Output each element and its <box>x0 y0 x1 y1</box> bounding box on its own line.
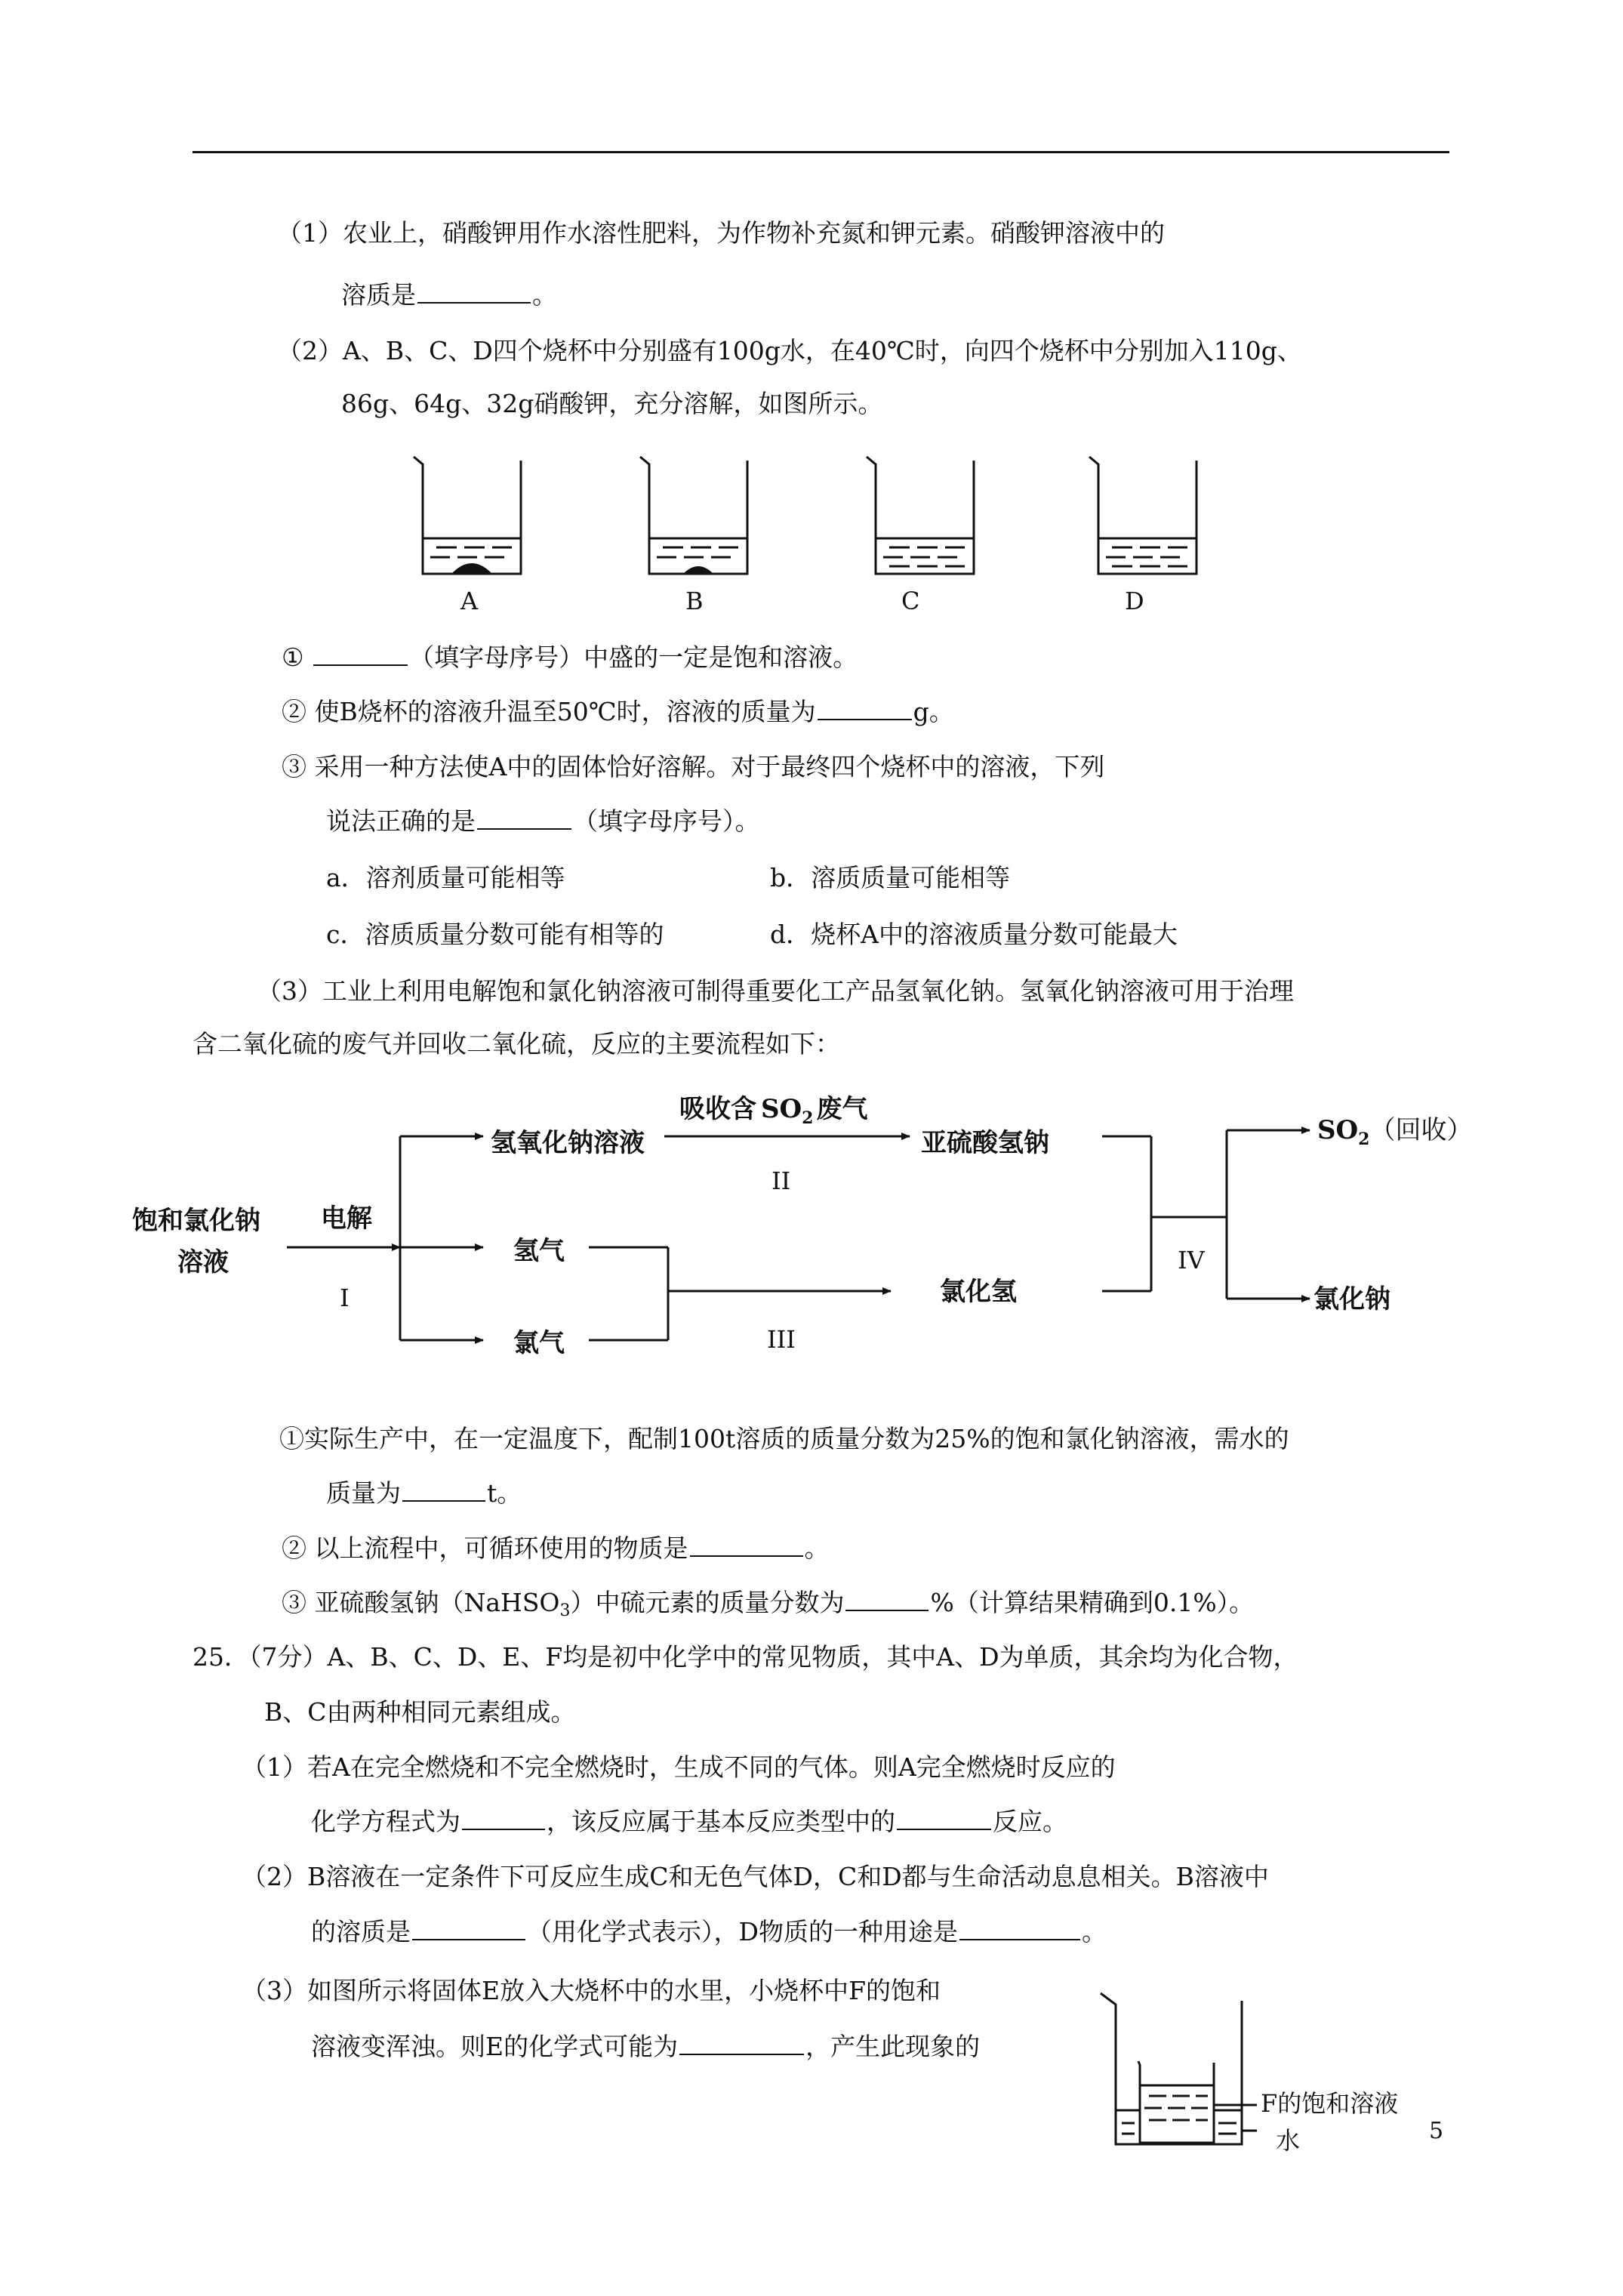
option-d: d．烧杯A中的溶液质量分数可能最大 <box>770 920 1178 949</box>
option-a: a．溶剂质量可能相等 <box>326 863 565 892</box>
option-c: c．溶质质量分数可能有相等的 <box>326 920 664 949</box>
label-water: 水 <box>1276 2126 1301 2155</box>
beaker-label-b: B <box>685 587 704 615</box>
label-f-saturated-solution: F的饱和溶液 <box>1261 2089 1399 2118</box>
q25-p2-line2: 的溶质是 （用化学式表示），D物质的一种用途是 。 <box>311 1917 1107 1946</box>
q1-line2: 溶质是 。 <box>341 280 557 310</box>
q2-sub1: ① （填字母序号）中盛的一定是饱和溶液。 <box>282 643 858 672</box>
flow-step-2: II <box>771 1166 791 1195</box>
q2-sub2: ② 使B烧杯的溶液升温至50℃时，溶液的质量为 g。 <box>282 697 954 726</box>
q25-p1-line1: （1）若A在完全燃烧和不完全燃烧时，生成不同的气体。则A完全燃烧时反应的 <box>242 1752 1116 1782</box>
flow-hcl: 氯化氢 <box>940 1277 1017 1307</box>
flow-absorb-label: 吸收含 $SO_2$ 废气 <box>679 1094 868 1128</box>
q3-line2: 含二氧化硫的废气并回收二氧化硫，反应的主要流程如下： <box>192 1029 840 1059</box>
q1-line1: （1）农业上，硝酸钾用作水溶性肥料，为作物补充氮和钾元素。硝酸钾溶液中的 <box>277 218 1165 248</box>
flow-nahso3: 亚硫酸氢钠 <box>921 1128 1049 1158</box>
q2-line2: 86g、64g、32g硝酸钾，充分溶解，如图所示。 <box>341 389 883 418</box>
beaker-label-c: C <box>901 587 920 615</box>
q2-line1: （2）A、B、C、D四个烧杯中分别盛有100g水，在40℃时，向四个烧杯中分别加入110g、 <box>277 336 1302 365</box>
flow-electrolysis-label: 电解 <box>321 1203 372 1234</box>
flow-cl2: 氯气 <box>513 1328 565 1358</box>
q25-p3-line1: （3）如图所示将固体E放入大烧杯中的水里，小烧杯中F的饱和 <box>242 1976 941 2005</box>
beaker-label-a: A <box>460 587 479 615</box>
q25-line2: B、C由两种相同元素组成。 <box>264 1697 576 1727</box>
flow-so2-recovered: $SO_2$（回收） <box>1317 1115 1473 1149</box>
flow-start-line2: 溶液 <box>177 1247 229 1277</box>
q2-sub3-line1: ③ 采用一种方法使A中的固体恰好溶解。对于最终四个烧杯中的溶液，下列 <box>282 752 1105 781</box>
option-b: b．溶质质量可能相等 <box>770 863 1011 892</box>
q2-sub3-line2: 说法正确的是 （填字母序号）。 <box>326 806 760 836</box>
q3-sub2: ② 以上流程中，可循环使用的物质是 。 <box>282 1533 830 1563</box>
flow-step-4: IV <box>1178 1246 1205 1274</box>
q25-line1: 25．（7分）A、B、C、D、E、F均是初中化学中的常见物质，其中A、D为单质，其余均为化合物， <box>192 1642 1298 1672</box>
q25-p2-line1: （2）B溶液在一定条件下可反应生成C和无色气体D，C和D都与生命活动息息相关。B溶液中 <box>242 1862 1269 1891</box>
q3-sub1-line2: 质量为 t。 <box>326 1478 522 1508</box>
flow-step-3: III <box>767 1325 796 1354</box>
q25-p1-line2: 化学方程式为 ，该反应属于基本反应类型中的 反应。 <box>311 1807 1067 1836</box>
flow-start-line1: 饱和氯化钠 <box>132 1206 260 1236</box>
flow-nacl: 氯化钠 <box>1313 1284 1390 1314</box>
flow-naoh: 氢氧化钠溶液 <box>491 1128 645 1158</box>
q25-p3-line2: 溶液变浑浊。则E的化学式可能为 ，产生此现象的 <box>311 2032 981 2061</box>
flow-h2: 氢气 <box>513 1236 565 1266</box>
q3-line1: （3）工业上利用电解饱和氯化钠溶液可制得重要化工产品氢氧化钠。氢氧化钠溶液可用于治理 <box>257 976 1294 1006</box>
beaker-label-d: D <box>1125 587 1144 615</box>
q3-sub3: ③ 亚硫酸氢钠（NaHSO$_3$）中硫元素的质量分数为 %（计算结果精确到0.1%）。 <box>282 1588 1255 1620</box>
q3-sub1-line1: ①实际生产中，在一定温度下，配制100t溶质的质量分数为25%的饱和氯化钠溶液，需水的 <box>279 1424 1289 1453</box>
page-number: 5 <box>1429 2118 1444 2144</box>
flow-step-1: I <box>340 1284 350 1312</box>
